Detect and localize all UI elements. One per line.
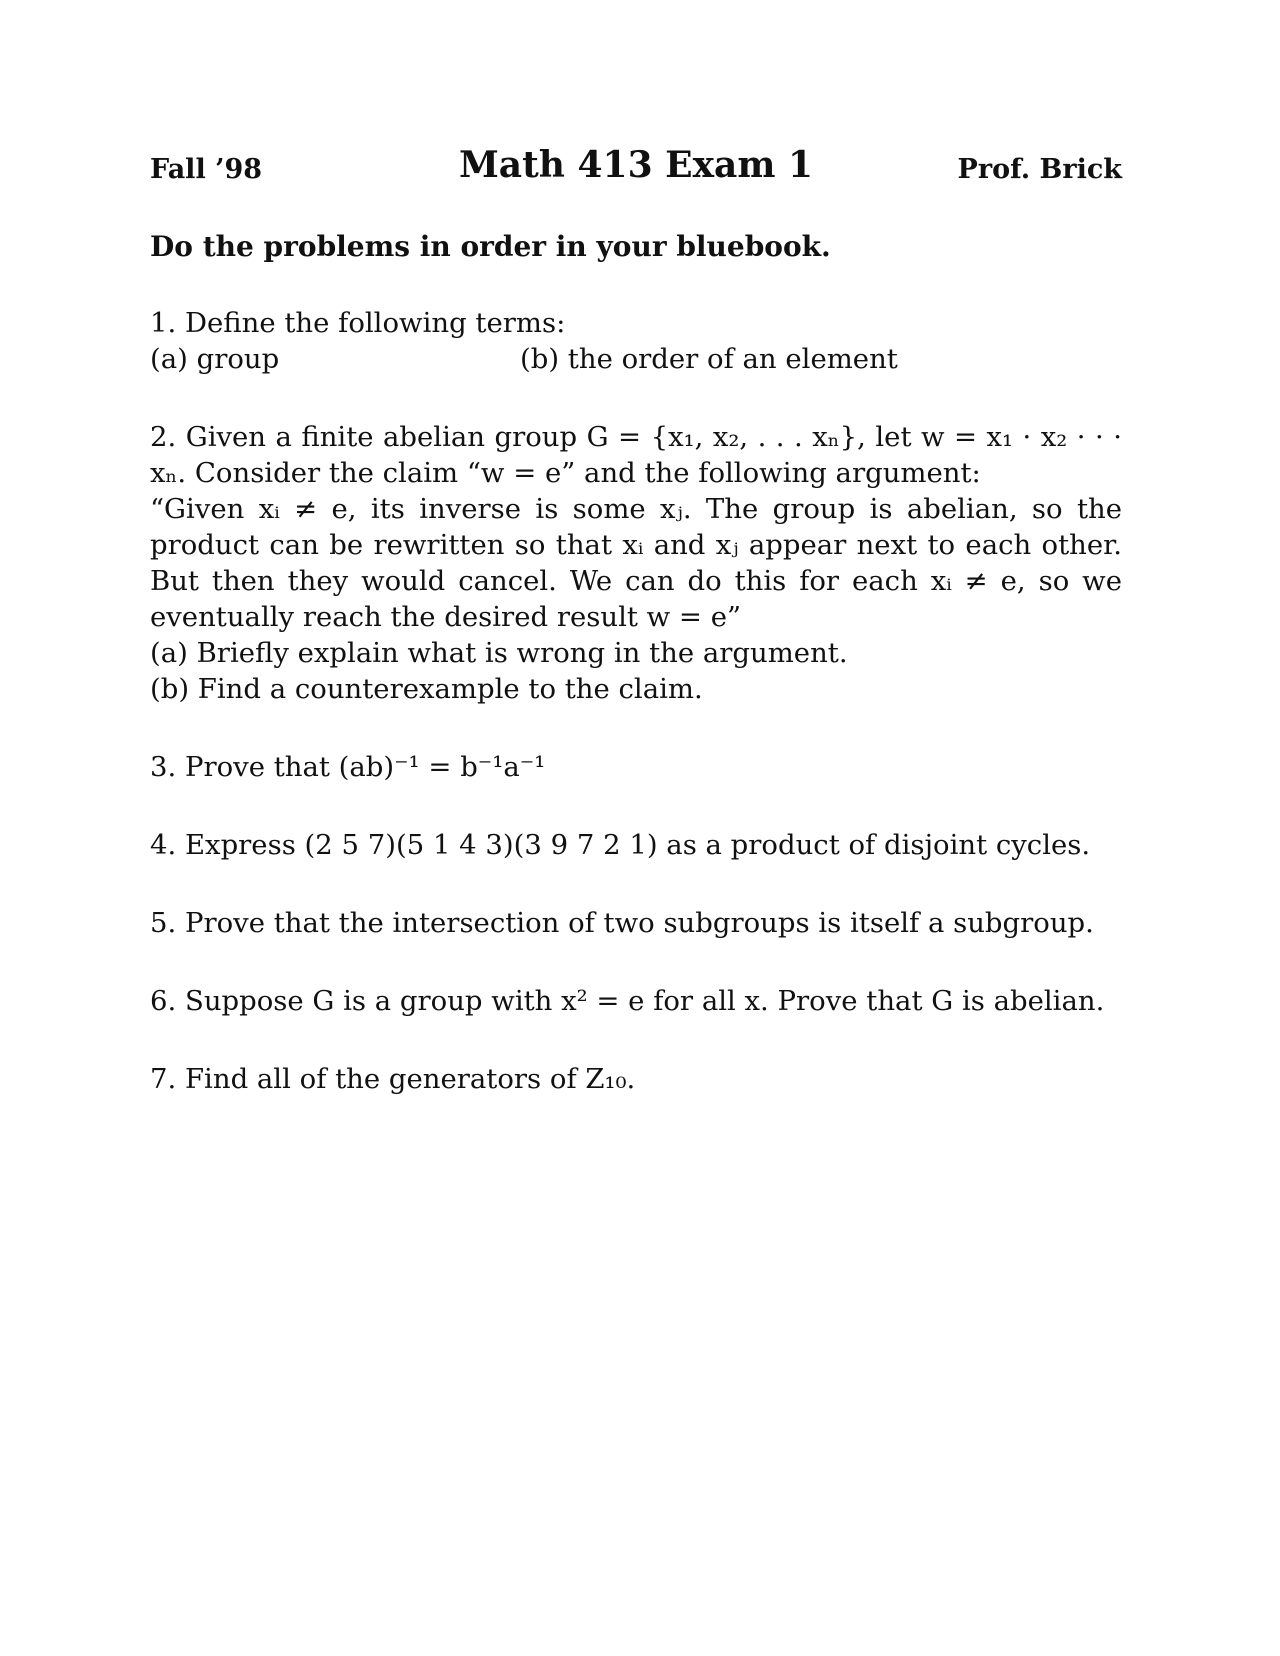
problem-text: 7. Find all of the generators of Z₁₀. bbox=[150, 1063, 636, 1095]
problem-text: 4. Express (2 5 7)(5 1 4 3)(3 9 7 2 1) as a product of disjoint cycles. bbox=[150, 829, 1091, 861]
part-a: (a) group bbox=[150, 343, 280, 375]
argument-quote: “Given xᵢ ≠ e, its inverse is some xⱼ. The group is abelian, so the product can be rewritten so that xᵢ and xⱼ appear next to each other. But then they would cancel. We can do this for each xᵢ ≠ e, so we eventually reach the desired result w = e” bbox=[150, 493, 1122, 633]
problem-7 bbox=[150, 1061, 1122, 1097]
exam-page bbox=[150, 140, 1122, 1095]
exam-header bbox=[150, 140, 1122, 200]
problem-text: 6. Suppose G is a group with x² = e for all x. Prove that G is abelian. bbox=[150, 985, 1105, 1017]
part-b: (b) Find a counterexample to the claim. bbox=[150, 673, 703, 705]
instructor-label: Prof. Brick bbox=[957, 154, 1122, 185]
problem-3 bbox=[150, 749, 1122, 785]
problem-4 bbox=[150, 827, 1122, 863]
problem-text: 2. Given a finite abelian group G = {x₁, x₂, . . . xₙ}, let w = x₁ · x₂ · · · xₙ. Consider the claim “w = e” and the following argument: bbox=[150, 421, 1122, 489]
problem-parts bbox=[150, 341, 1122, 377]
term-label: Fall ’98 bbox=[150, 154, 263, 185]
problem-text: 5. Prove that the intersection of two subgroups is itself a subgroup. bbox=[150, 907, 1094, 939]
problem-text: 1. Define the following terms: bbox=[150, 307, 566, 339]
instructions: Do the problems in order in your bluebook. bbox=[150, 230, 831, 263]
problem-2 bbox=[150, 419, 1122, 707]
problem-5 bbox=[150, 905, 1122, 941]
problem-6 bbox=[150, 983, 1122, 1019]
problem-list bbox=[150, 305, 1122, 1139]
problem-text: 3. Prove that (ab)⁻¹ = b⁻¹a⁻¹ bbox=[150, 751, 546, 783]
part-a: (a) Briefly explain what is wrong in the argument. bbox=[150, 637, 848, 669]
part-b: (b) the order of an element bbox=[520, 343, 898, 375]
problem-1 bbox=[150, 305, 1122, 377]
exam-title: Math 413 Exam 1 bbox=[458, 144, 814, 186]
